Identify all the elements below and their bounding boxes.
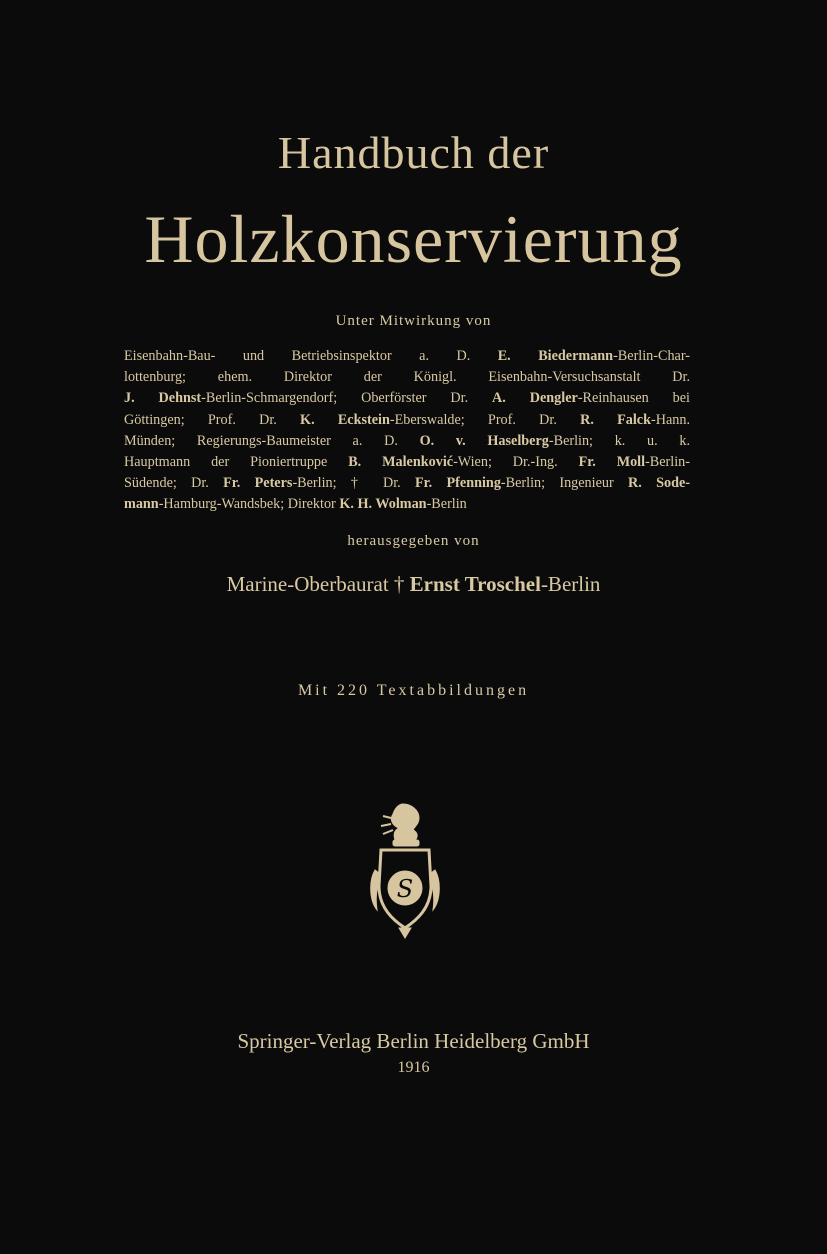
text: Eisenbahn-Bau- und Betriebsinspektor a. D. (124, 348, 498, 364)
title-line-1: Handbuch der (277, 127, 550, 178)
editor-prefix: Marine-Oberbaurat † (226, 572, 410, 596)
text: -Berlin- (645, 454, 690, 471)
contributor-name: R. Falck (580, 411, 651, 428)
title-line-2: Holzkonservierung (144, 201, 683, 277)
contributors-line (124, 452, 690, 473)
contributor-name: Fr. Pfenning (415, 475, 501, 492)
illustrations-note: Mit 220 Textabbildungen (297, 682, 530, 699)
contributors-block (124, 346, 690, 516)
text: -Berlin-Schmargendorf; Oberförster Dr. (201, 390, 493, 407)
contributors-line (124, 388, 690, 409)
text: Göttingen; Prof. Dr. (124, 411, 301, 428)
springer-knight-emblem-icon (365, 800, 445, 940)
text: -Reinhausen bei (577, 390, 690, 407)
text: -Wien; Dr.-Ing. (453, 454, 579, 471)
contributor-name: K. Eckstein (300, 411, 390, 428)
contributors-line (124, 431, 690, 452)
contributor-name: O. v. Haselberg (419, 432, 549, 449)
contributor-name: Fr. Moll (578, 454, 646, 471)
contributor-name: Fr. Peters (223, 475, 293, 492)
text: -Berlin-Char- (613, 348, 691, 364)
editor-intro: herausgegeben von (347, 533, 480, 549)
contributors-line (124, 473, 690, 494)
text: Hauptmann der Pioniertruppe (124, 454, 349, 471)
contributors-line (124, 346, 690, 367)
text: -Berlin (426, 496, 467, 513)
text: lottenburg; ehem. Direktor der Königl. Eisenbahn-Versuchsanstalt Dr. (124, 369, 690, 386)
logo-monogram: S (396, 875, 414, 903)
contributor-name: R. Sode- (628, 475, 690, 492)
text: -Hann. (650, 411, 690, 428)
publication-year: 1916 (397, 1059, 430, 1076)
text: Südende; Dr. (124, 475, 224, 492)
text: -Berlin; † Dr. (292, 475, 416, 492)
text: -Berlin; k. u. k. (548, 432, 690, 449)
contributor-name: A. Dengler (492, 390, 578, 407)
contributor-name: J. Dehnst (124, 390, 202, 407)
text: -Berlin; Ingenieur (500, 475, 628, 492)
contributors-line (124, 367, 690, 388)
text: Münden; Regierungs-Baumeister a. D. (124, 432, 420, 449)
contributor-name: B. Malenković (348, 454, 454, 471)
editor-suffix: -Berlin (540, 572, 601, 596)
text: -Eberswalde; Prof. Dr. (389, 411, 581, 428)
contributor-name: K. H. Wolman (339, 496, 427, 513)
contributors-line (124, 410, 690, 431)
editor-line (0, 572, 827, 597)
contributors-line (124, 494, 690, 515)
editor-name: Ernst Troschel (409, 572, 541, 596)
publisher: Springer-Verlag Berlin Heidelberg GmbH (237, 1029, 590, 1053)
contributor-name: E. Biedermann (497, 348, 614, 364)
text: -Hamburg-Wandsbek; Direktor (158, 496, 340, 513)
subtitle: Unter Mitwirkung von (335, 313, 492, 329)
contributor-name: mann (124, 496, 159, 513)
